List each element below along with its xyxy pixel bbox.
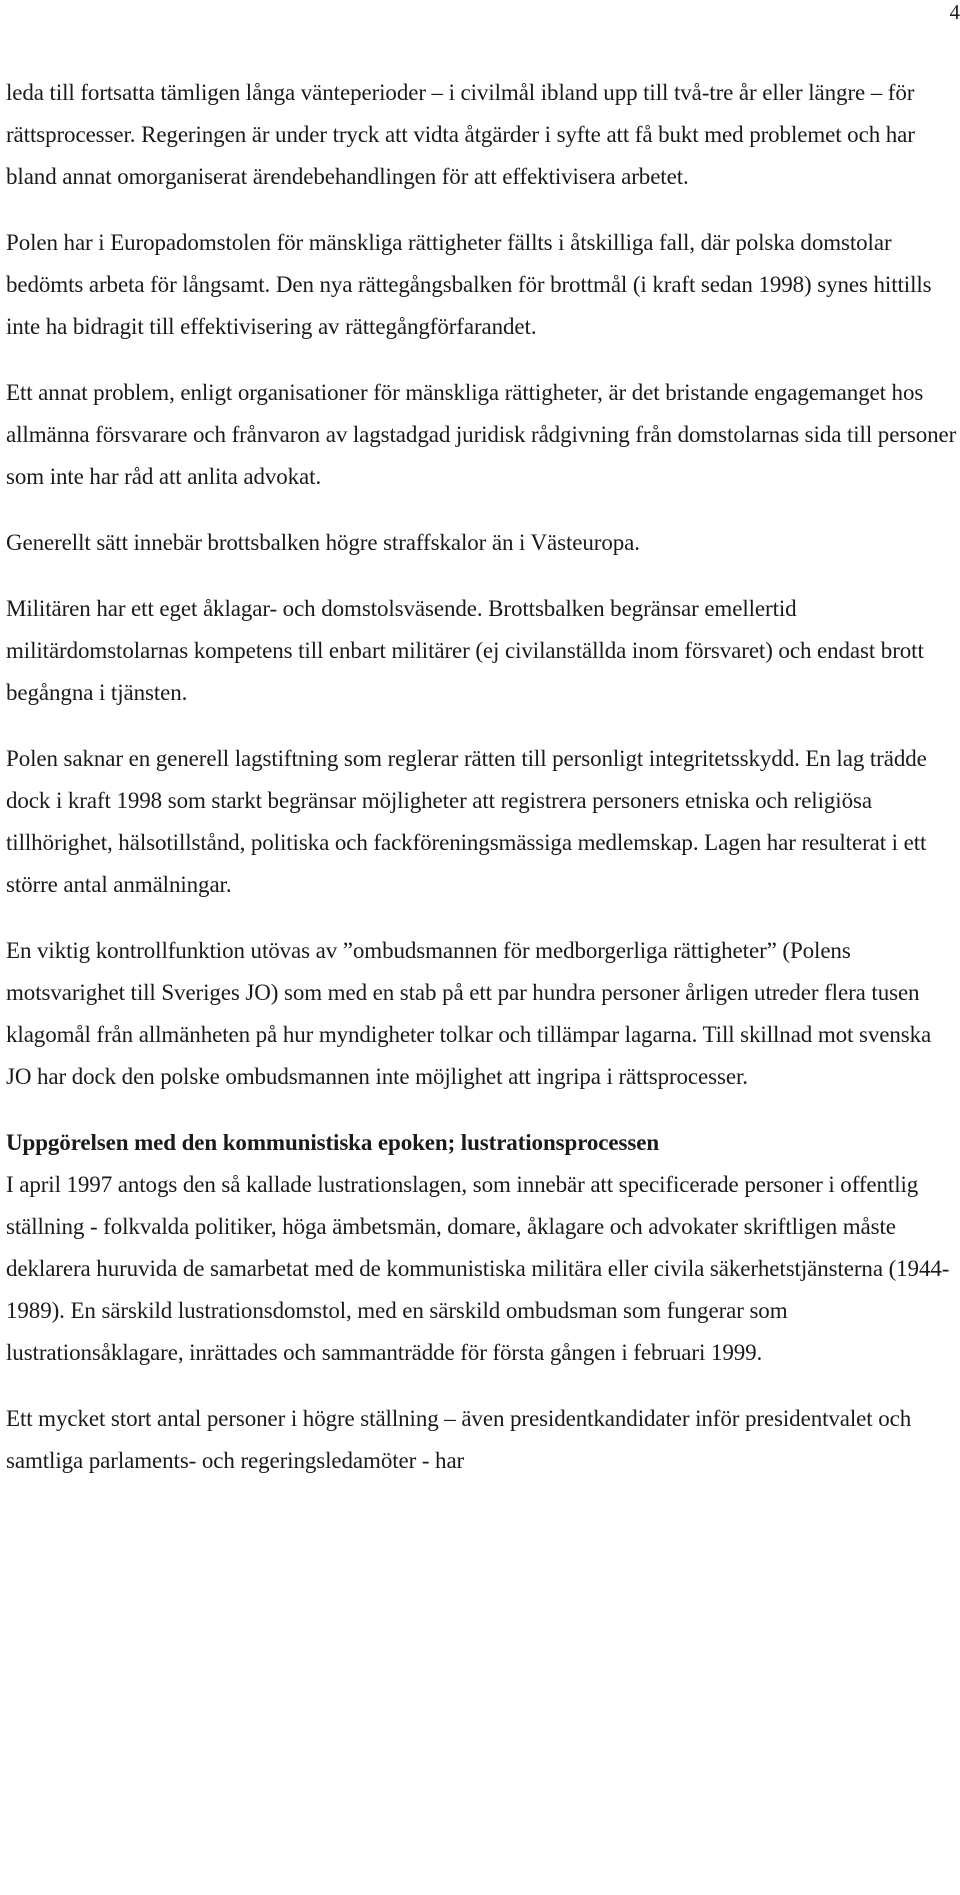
- paragraph-european-court: Polen har i Europadomstolen för mänskliga rättigheter fällts i åtskilliga fall, där polska domstolar bedömts arbeta för långsamt. Den nya rättegångsbalken för brottmål (i kraft sedan 1998) synes hittills inte ha bidragit till effektivisering av rättegångförfarandet.: [6, 230, 932, 339]
- paragraph-ombudsman: En viktig kontrollfunktion utövas av ”ombudsmannen för medborgerliga rättigheter” (Polens motsvarighet till Sveriges JO) som med en stab på ett par hundra personer årligen utreder flera tusen klagomål från allmänheten på hur myndigheter tolkar och tillämpar lagarna. Till skillnad mot svenska JO har dock den polske ombudsmannen inte möjlighet att ingripa i rättsprocesser.: [6, 938, 932, 1089]
- page-number: 4: [949, 0, 960, 24]
- paragraph-waiting-periods: leda till fortsatta tämligen långa vänteperioder – i civilmål ibland upp till två-tre år eller längre – för rättsprocesser. Regeringen är under tryck att vidta åtgärder i syfte att få bukt med problemet och har bland annat omorganiserat ärendebehandlingen för att effektivisera arbetet.: [6, 80, 915, 189]
- paragraph-lustration-declarations: Ett mycket stort antal personer i högre ställning – även presidentkandidater inför presidentvalet och samtliga parlaments- och regeringsledamöter - har: [6, 1406, 912, 1473]
- document-body: [6, 72, 960, 1482]
- section-heading-lustration: Uppgörelsen med den kommunistiska epoken; lustrationsprocessen: [6, 1130, 660, 1155]
- paragraph-public-defenders: Ett annat problem, enligt organisationer för mänskliga rättigheter, är det bristande engagemanget hos allmänna försvarare och frånvaron av lagstadgad juridisk rådgivning från domstolarnas sida till personer som inte har råd att anlita advokat.: [6, 380, 957, 489]
- paragraph-penalty-scales: Generellt sätt innebär brottsbalken högre straffskalor än i Västeuropa.: [6, 530, 640, 555]
- paragraph-lustration-law: I april 1997 antogs den så kallade lustrationslagen, som innebär att specificerade personer i offentlig ställning - folkvalda politiker, höga ämbetsmän, domare, åklagare och advokater skriftligen måste deklarera huruvida de samarbetat med de kommunistiska militära eller civila säkerhetstjänsterna (1944-1989). En särskild lustrationsdomstol, med en särskild ombudsman som fungerar som lustrationsåklagare, inrättades och sammanträdde för första gången i februari 1999.: [6, 1172, 950, 1365]
- paragraph-military-justice: Militären har ett eget åklagar- och domstolsväsende. Brottsbalken begränsar emellertid militärdomstolarnas kompetens till enbart militärer (ej civilanställda inom försvaret) och endast brott begångna i tjänsten.: [6, 596, 924, 705]
- paragraph-privacy-law: Polen saknar en generell lagstiftning som reglerar rätten till personligt integritetsskydd. En lag trädde dock i kraft 1998 som starkt begränsar möjligheter att registrera personers etniska och religiösa tillhörighet, hälsotillstånd, politiska och fackföreningsmässiga medlemskap. Lagen har resulterat i ett större antal anmälningar.: [6, 746, 927, 897]
